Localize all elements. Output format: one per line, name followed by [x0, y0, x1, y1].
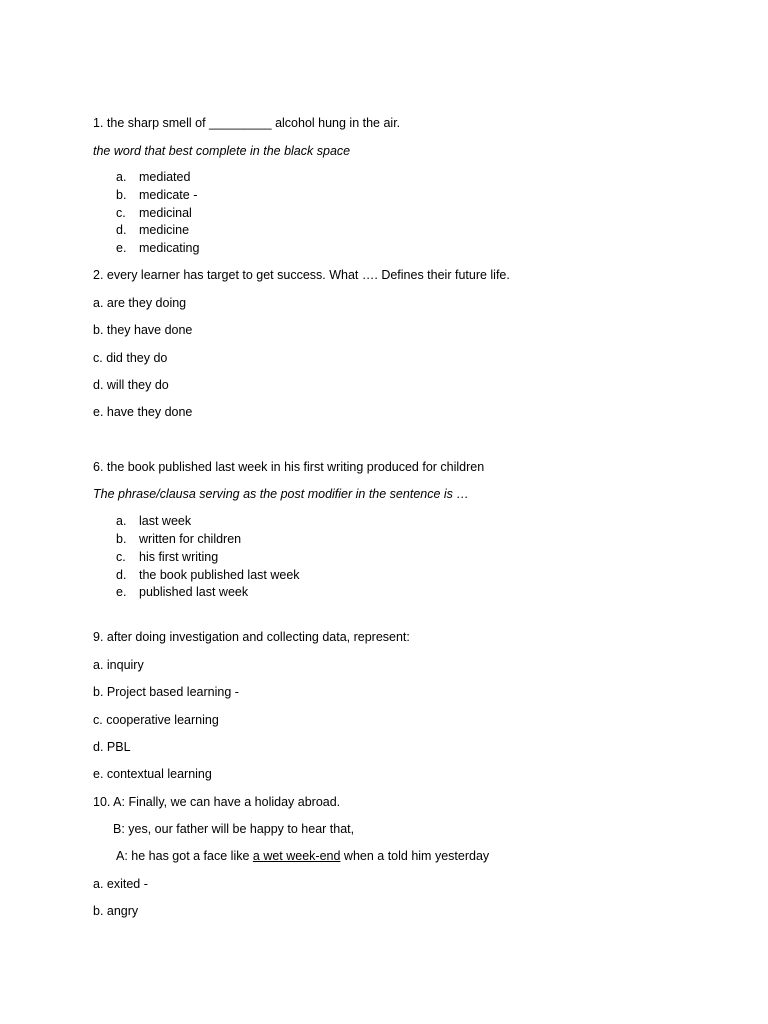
q10-option: b. angry — [93, 904, 139, 918]
q1-option-text: medicate - — [139, 188, 198, 202]
q6-option-letter: a. — [116, 514, 127, 528]
question-6-instruction: The phrase/clausa serving as the post modifier in the sentence is … — [93, 487, 469, 501]
q10-line3-before: A: he has got a face like — [116, 849, 253, 863]
q9-option: c. cooperative learning — [93, 713, 219, 727]
question-10-line-1: 10. A: Finally, we can have a holiday abroad. — [93, 795, 341, 809]
q1-option-letter: d. — [116, 223, 127, 237]
q6-option-letter: d. — [116, 568, 127, 582]
question-1-stem: 1. the sharp smell of _________ alcohol hung in the air. — [93, 116, 401, 130]
question-2-stem: 2. every learner has target to get success. What …. Defines their future life. — [93, 268, 510, 282]
q2-option: b. they have done — [93, 323, 193, 337]
question-1-instruction: the word that best complete in the black space — [93, 144, 351, 158]
q6-option-letter: b. — [116, 532, 127, 546]
q1-option-letter: c. — [116, 206, 126, 220]
q6-option-text: published last week — [139, 585, 249, 599]
q1-option-letter: e. — [116, 241, 127, 255]
q6-option-letter: c. — [116, 550, 126, 564]
q9-option: a. inquiry — [93, 658, 144, 672]
q1-option-text: medicine — [139, 223, 190, 237]
q6-option-text: last week — [139, 514, 192, 528]
q10-line3-after: when a told him yesterday — [340, 849, 490, 863]
q6-option-text: the book published last week — [139, 568, 300, 582]
q2-option: c. did they do — [93, 351, 168, 365]
q2-option: e. have they done — [93, 405, 193, 419]
question-10-line-3 — [116, 848, 489, 864]
q1-option-text: medicinal — [139, 206, 192, 220]
q10-option: a. exited - — [93, 877, 148, 891]
question-9-stem: 9. after doing investigation and collecting data, represent: — [93, 630, 410, 644]
q2-option: d. will they do — [93, 378, 169, 392]
q2-option: a. are they doing — [93, 296, 187, 310]
question-6-stem: 6. the book published last week in his first writing produced for children — [93, 460, 485, 474]
q6-option-text: his first writing — [139, 550, 219, 564]
q1-option-letter: a. — [116, 170, 127, 184]
q9-option: b. Project based learning - — [93, 685, 239, 699]
q6-option-letter: e. — [116, 585, 127, 599]
q1-option-letter: b. — [116, 188, 127, 202]
q9-option: e. contextual learning — [93, 767, 212, 781]
q6-option-text: written for children — [139, 532, 242, 546]
q10-underlined-phrase: a wet week-end — [252, 849, 341, 863]
q1-option-text: medicating — [139, 241, 200, 255]
question-10-line-2: B: yes, our father will be happy to hear that, — [113, 822, 355, 836]
q9-option: d. PBL — [93, 740, 131, 754]
q1-option-text: mediated — [139, 170, 191, 184]
